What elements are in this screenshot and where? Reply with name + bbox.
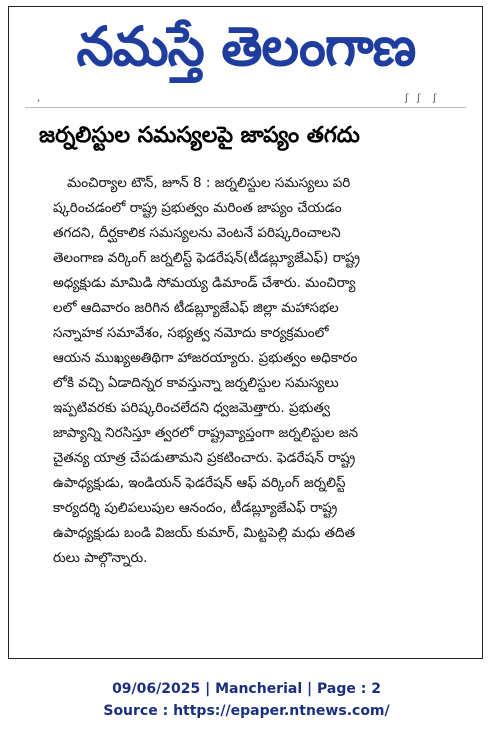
article-line: తెలంగాణ వర్కింగ్ జర్నలిస్ట్ ఫెడరేషన్(టీడబ్ల్యూజేఎఫ్) రాష్ట్ర <box>53 250 361 266</box>
article-line: అధ్యక్షుడు మామిడి సోమయ్య డిమాండ్ చేశారు. మంచిర్యా <box>53 275 356 291</box>
article-line: కార్యదర్శి పులిపలుపుల ఆనందం, టీడబ్ల్యూజేఎఫ్ రాష్ట్ర <box>53 500 338 516</box>
footer <box>0 678 493 722</box>
article-line: ష్కరించడంలో రాష్ట్ర ప్రభుత్వం మరింత జాప్యం చేయడం <box>53 200 342 216</box>
source-link[interactable]: Source : https://epaper.ntnews.com/ <box>103 703 390 719</box>
newspaper-logo: నమస్తే తెలంగాణ <box>76 15 415 78</box>
article-line: ఇప్పటివరకు పరిష్కరించలేదని ధ్వజమెత్తారు. ప్రభుత్వ <box>53 400 331 416</box>
article-line: చైతన్య యాత్ర చేపడుతామని ప్రకటించారు. ఫెడరేషన్ రాష్ట్ర <box>53 450 356 466</box>
article-line: మంచిర్యాల టౌన్, జూన్ 8 : జర్నలిస్టుల సమస్యలు పరి <box>67 175 351 191</box>
article-body <box>53 171 461 571</box>
article-line: ఉపాధ్యక్షుడు బండి విజయ్ కుమార్, మిట్టపెల్లి మధు తదిత <box>53 525 356 541</box>
article-line: లలో ఆదివారం జరిగిన టీడబ్ల్యూజేఎఫ్ జిల్లా మహాసభల <box>53 300 339 316</box>
article-line: సన్నాహక సమావేశం, సభ్యత్వ నమోదు కార్యక్రమంలో <box>53 325 329 341</box>
article-line: జాప్యాన్ని నిరసిస్తూ త్వరలో రాష్ట్రవ్యాప్తంగా జర్నలిస్టుల జన <box>53 425 359 441</box>
cut-previous-line: , ʃ ʃ ʃ <box>25 99 466 108</box>
masthead <box>9 9 482 85</box>
article-headline: జర్నలిస్టుల సమస్యలపై జాప్యం తగదు <box>39 123 360 148</box>
article-line: తగదని, దీర్ఘకాలిక సమస్యలను వెంటనే పరిష్కరించాలని <box>53 225 341 241</box>
dateline: 09/06/2025 | Mancherial | Page : 2 <box>112 681 381 697</box>
clipping-frame <box>8 6 483 659</box>
article-line: ఆయన ముఖ్యఅతిథిగా హాజరయ్యారు. ప్రభుత్వం అధికారం <box>53 350 358 366</box>
article-line: లోకి వచ్చి ఏడాదిన్నర కావస్తున్నా జర్నలిస్టుల సమస్యలు <box>53 375 339 391</box>
article-line: ఉపాధ్యక్షుడు, ఇండియన్ ఫెడరేషన్ ఆఫ్ వర్కింగ్ జర్నలిస్ట్ <box>53 475 346 491</box>
article-line: రులు పాల్గొన్నారు. <box>53 550 148 566</box>
